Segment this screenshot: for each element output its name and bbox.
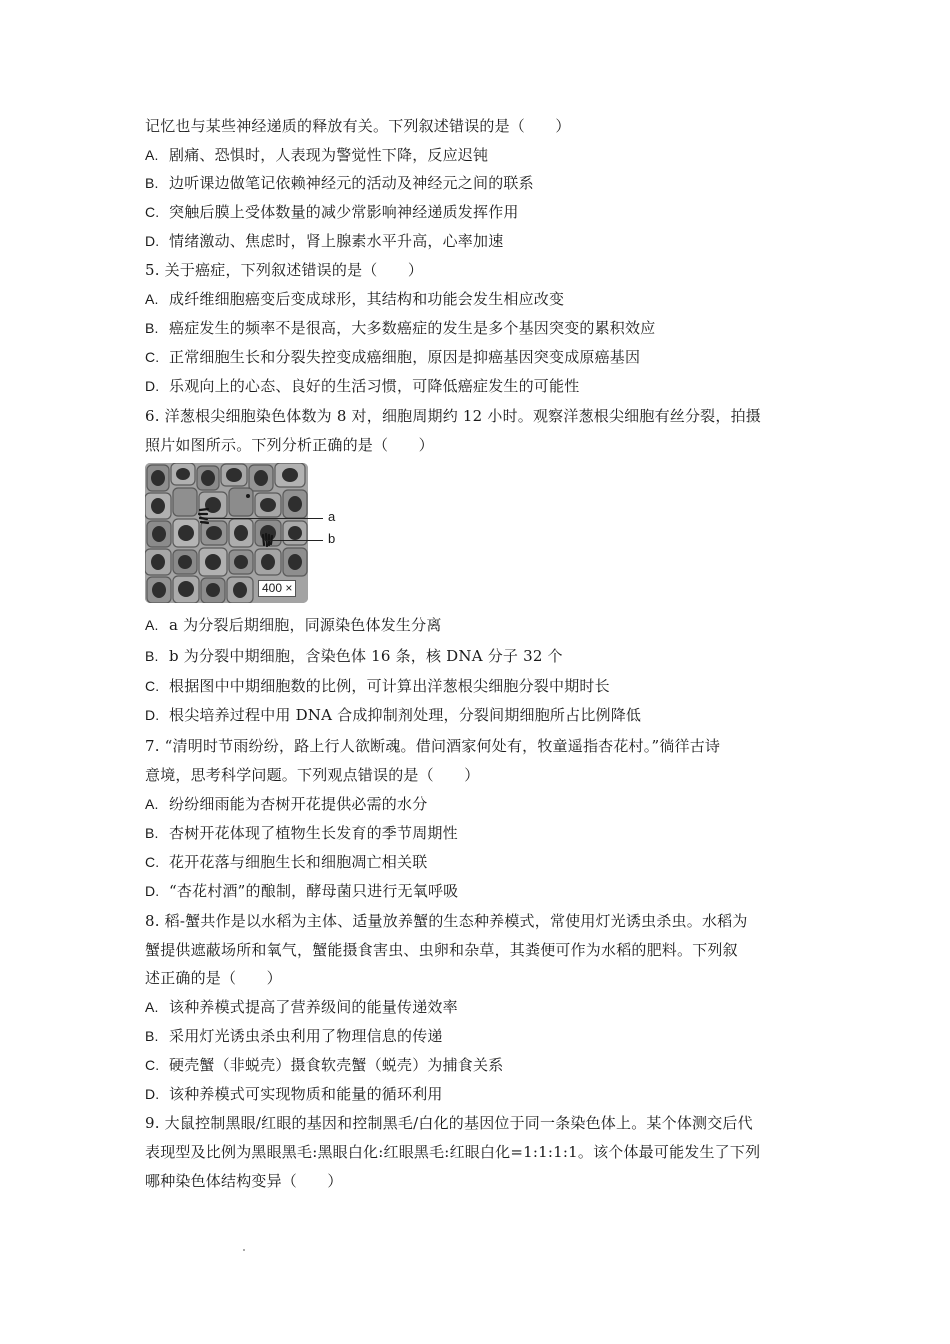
option-text: 乐观向上的心态、良好的生活习惯，可降低癌症发生的可能性 [169, 377, 580, 395]
q5-option-d [145, 376, 579, 396]
option-text: 根据图中中期细胞数的比例，可计算出洋葱根尖细胞分裂中期时长 [169, 677, 610, 695]
option-letter: C. [145, 349, 160, 365]
q4-option-c [145, 202, 519, 222]
q7-stem-line1: 7. “清明时节雨纷纷，路上行人欲断魂。借问酒家何处有，牧童遥指杏花村。”徜徉古诗 [145, 737, 721, 755]
q6-option-a [145, 615, 442, 635]
q6-stem-line1: 6. 洋葱根尖细胞染色体数为 8 对，细胞周期约 12 小时。观察洋葱根尖细胞有丝分裂，拍摄 [145, 407, 761, 425]
option-text: 突触后膜上受体数量的减少常影响神经递质发挥作用 [169, 203, 519, 221]
option-letter: D. [145, 378, 160, 394]
q8-option-a [145, 997, 458, 1017]
q8-stem-line2: 蟹提供遮蔽场所和氧气，蟹能摄食害虫、虫卵和杂草，其粪便可作为水稻的肥料。下列叙 [145, 941, 738, 959]
stray-mark [243, 1249, 245, 1251]
option-text: a 为分裂后期细胞，同源染色体发生分离 [169, 616, 442, 634]
q6-option-d [145, 705, 641, 725]
q8-stem-line3: 述正确的是（ ） [145, 969, 282, 987]
option-text: 根尖培养过程中用 DNA 合成抑制剂处理，分裂间期细胞所占比例降低 [169, 706, 642, 724]
option-letter: D. [145, 883, 160, 899]
option-text: 正常细胞生长和分裂失控变成癌细胞，原因是抑癌基因突变成原癌基因 [169, 348, 641, 366]
option-letter: D. [145, 1086, 160, 1102]
q8-option-c [145, 1055, 503, 1075]
option-text: 纷纷细雨能为杏树开花提供必需的水分 [169, 795, 428, 813]
option-text: b 为分裂中期细胞，含染色体 16 条，核 DNA 分子 32 个 [169, 647, 563, 665]
q5-option-a [145, 289, 564, 309]
q5-option-c [145, 347, 640, 367]
micrograph-image [145, 463, 308, 603]
option-letter: B. [145, 648, 159, 664]
q7-stem-line2: 意境，思考科学问题。下列观点错误的是（ ） [145, 766, 480, 784]
option-letter: B. [145, 1028, 159, 1044]
option-text: 硬壳蟹（非蜕壳）摄食软壳蟹（蜕壳）为捕食关系 [169, 1056, 504, 1074]
q9-stem-line2: 表现型及比例为黑眼黑毛:黑眼白化:红眼黑毛:红眼白化=1:1:1:1。该个体最可能发生了下列 [145, 1143, 761, 1161]
option-letter: C. [145, 1057, 160, 1073]
q6-option-c [145, 676, 610, 696]
q6-stem-line2: 照片如图所示。下列分析正确的是（ ） [145, 436, 434, 454]
q8-option-d [145, 1084, 443, 1104]
option-letter: D. [145, 233, 160, 249]
option-letter: A. [145, 617, 159, 633]
option-letter: A. [145, 796, 159, 812]
q8-option-b [145, 1026, 443, 1046]
option-text: 边听课边做笔记依赖神经元的活动及神经元之间的联系 [169, 174, 534, 192]
option-text: 情绪激动、焦虑时，肾上腺素水平升高，心率加速 [169, 232, 504, 250]
option-text: 杏树开花体现了植物生长发育的季节周期性 [169, 824, 458, 842]
q9-stem-line1: 9. 大鼠控制黑眼/红眼的基因和控制黑毛/白化的基因位于同一条染色体上。某个体测交后代 [145, 1114, 753, 1132]
option-letter: C. [145, 204, 160, 220]
q7-option-d [145, 881, 458, 901]
q7-option-c [145, 852, 427, 872]
q4-option-d [145, 231, 503, 251]
option-text: 癌症发生的频率不是很高，大多数癌症的发生是多个基因突变的累积效应 [169, 319, 656, 337]
option-letter: B. [145, 320, 159, 336]
label-b: b [328, 531, 336, 546]
q4-option-a [145, 145, 488, 165]
option-letter: C. [145, 678, 160, 694]
label-b-leader-line [265, 540, 323, 541]
q5-stem: 5. 关于癌症，下列叙述错误的是（ ） [145, 261, 424, 279]
label-a: a [328, 509, 336, 524]
magnification-label: 400 × [258, 580, 296, 597]
q5-option-b [145, 318, 655, 338]
option-text: 花开花落与细胞生长和细胞凋亡相关联 [169, 853, 428, 871]
option-letter: D. [145, 707, 160, 723]
q7-option-b [145, 823, 458, 843]
q9-stem-line3: 哪种染色体结构变异（ ） [145, 1172, 343, 1190]
option-text: 剧痛、恐惧时，人表现为警觉性下降，反应迟钝 [169, 146, 489, 164]
option-letter: B. [145, 175, 159, 191]
q4-stem-continuation: 记忆也与某些神经递质的释放有关。下列叙述错误的是（ ） [145, 117, 571, 135]
label-a-leader-line [205, 518, 323, 519]
q7-option-a [145, 794, 427, 814]
option-letter: C. [145, 854, 160, 870]
q6-option-b [145, 646, 563, 666]
option-text: 该种养模式提高了营养级间的能量传递效率 [169, 998, 458, 1016]
option-letter: A. [145, 999, 159, 1015]
onion-root-tip-micrograph-figure [145, 463, 360, 605]
option-letter: A. [145, 147, 159, 163]
option-text: “杏花村酒”的酿制，酵母菌只进行无氧呼吸 [169, 882, 459, 900]
q8-stem-line1: 8. 稻-蟹共作是以水稻为主体、适量放养蟹的生态种养模式，常使用灯光诱虫杀虫。水稻为 [145, 912, 748, 930]
option-text: 采用灯光诱虫杀虫利用了物理信息的传递 [169, 1027, 443, 1045]
q4-option-b [145, 173, 534, 193]
option-text: 成纤维细胞癌变后变成球形，其结构和功能会发生相应改变 [169, 290, 565, 308]
option-letter: B. [145, 825, 159, 841]
option-letter: A. [145, 291, 159, 307]
option-text: 该种养模式可实现物质和能量的循环利用 [169, 1085, 443, 1103]
